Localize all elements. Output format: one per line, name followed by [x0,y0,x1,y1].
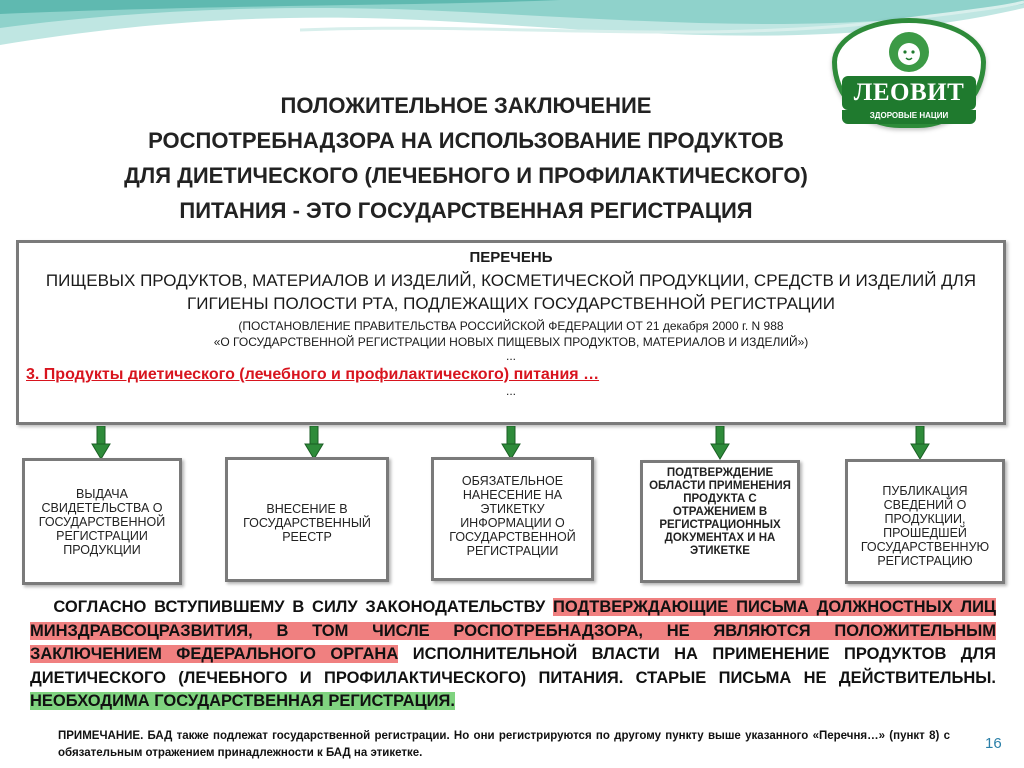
ellipsis-top: ... [505,349,516,363]
decree-line-1: (ПОСТАНОВЛЕНИЕ ПРАВИТЕЛЬСТВА РОССИЙСКОЙ ФЕДЕРАЦИИ ОТ 21 декабря 2000 г. N 988 [238,319,784,333]
title-line-3: ДЛЯ ДИЕТИЧЕСКОГО (ЛЕЧЕБНОГО И ПРОФИЛАКТИЧЕСКОГО) [124,163,808,188]
page-title [10,88,922,228]
step-publication [845,459,1005,584]
down-arrow-icon [501,426,521,460]
down-arrow-icon [710,426,730,460]
statement-red-highlight: ПОДТВЕРЖДАЮЩИЕ ПИСЬМА ДОЛЖНОСТНЫХ ЛИЦ МИНЗДРАВСОЦРАЗВИТИЯ, В ТОМ ЧИСЛЕ РОСПОТРЕБНАДЗОРА, НЕ ЯВЛЯЮТСЯ ПОЛОЖИТЕЛЬНЫМ ЗАКЛЮЧЕНИЕМ ФЕДЕРАЛЬНОГО ОРГАНА [30,598,996,663]
title-line-1: ПОЛОЖИТЕЛЬНОЕ ЗАКЛЮЧЕНИЕ [280,93,652,118]
statement-part-3: ИСПОЛНИТЕЛЬНОЙ ВЛАСТИ НА ПРИМЕНЕНИЕ ПРОДУКТОВ ДЛЯ ДИЕТИЧЕСКОГО (ЛЕЧЕБНОГО И ПРОФИЛАКТИЧЕСКОГО) ПИТАНИЯ. СТАРЫЕ ПИСЬМА НЕ ДЕЙСТВИТЕЛЬНЫ. [30,645,996,687]
step-text: ПОДТВЕРЖДЕНИЕ ОБЛАСТИ ПРИМЕНЕНИЯ ПРОДУКТА С ОТРАЖЕНИЕМ В РЕГИСТРАЦИОННЫХ ДОКУМЕНТАХ И НА ЭТИКЕТКЕ [649,467,791,557]
step-text: ОБЯЗАТЕЛЬНОЕ НАНЕСЕНИЕ НА ЭТИКЕТКУ ИНФОРМАЦИИ О ГОСУДАРСТВЕННОЙ РЕГИСТРАЦИИ [449,474,576,558]
perechen-box [16,240,1006,425]
title-line-2: РОСПОТРЕБНАДЗОРА НА ИСПОЛЬЗОВАНИЕ ПРОДУКТОВ [148,128,784,153]
step-application-confirmation [640,460,800,583]
item-3-dietary-products: 3. Продукты диетического (лечебного и профилактического) питания … [26,366,600,383]
decree-line-2: «О ГОСУДАРСТВЕННОЙ РЕГИСТРАЦИИ НОВЫХ ПИЩЕВЫХ ПРОДУКТОВ, МАТЕРИАЛОВ И ИЗДЕЛИЙ») [213,335,809,349]
perechen-description: ПИЩЕВЫХ ПРОДУКТОВ, МАТЕРИАЛОВ И ИЗДЕЛИЙ, КОСМЕТИЧЕСКОЙ ПРОДУКЦИИ, СРЕДСТВ И ИЗДЕЛИЙ ДЛЯ ГИГИЕНЫ ПОЛОСТИ РТА, ПОДЛЕЖАЩИХ ГОСУДАРСТВЕННОЙ РЕГИСТРАЦИИ [45,271,977,313]
statement-green-highlight: НЕОБХОДИМА ГОСУДАРСТВЕННАЯ РЕГИСТРАЦИЯ. [30,692,455,710]
down-arrow-icon [304,426,324,460]
step-registry-entry [225,457,389,582]
logo-slogan: ЗДОРОВЫЕ НАЦИИ [842,110,976,124]
step-text: ВЫДАЧА СВИДЕТЕЛЬСТВА О ГОСУДАРСТВЕННОЙ РЕГИСТРАЦИИ ПРОДУКЦИИ [38,486,166,557]
down-arrow-icon [91,426,111,460]
down-arrow-icon [910,426,930,460]
title-line-4: ПИТАНИЯ - ЭТО ГОСУДАРСТВЕННАЯ РЕГИСТРАЦИЯ [179,198,753,223]
logo-name: ЛЕОВИТ [842,76,976,110]
step-text: ВНЕСЕНИЕ В ГОСУДАРСТВЕННЫЙ РЕЕСТР [243,502,371,544]
step-label-marking [431,457,594,581]
bad-note: ПРИМЕЧАНИЕ. БАД также подлежат государственной регистрации. Но они регистрируются по другому пункту выше указанного «Перечня…» (пункт 8) с обязательным отражением принадлежности к БАД на этикетке. [58,730,950,759]
ellipsis-bottom: ... [505,384,516,398]
step-certificate-issuance [22,458,182,585]
perechen-heading: ПЕРЕЧЕНЬ [469,249,553,266]
step-text: ПУБЛИКАЦИЯ СВЕДЕНИЙ О ПРОДУКЦИИ, ПРОШЕДШЕЙ ГОСУДАРСТВЕННУЮ РЕГИСТРАЦИЮ [860,484,990,568]
legislation-statement [30,596,996,714]
page-number: 16 [985,735,1002,752]
lion-icon [882,28,936,74]
statement-part-1: СОГЛАСНО ВСТУПИВШЕМУ В СИЛУ ЗАКОНОДАТЕЛЬСТВУ [53,598,546,616]
